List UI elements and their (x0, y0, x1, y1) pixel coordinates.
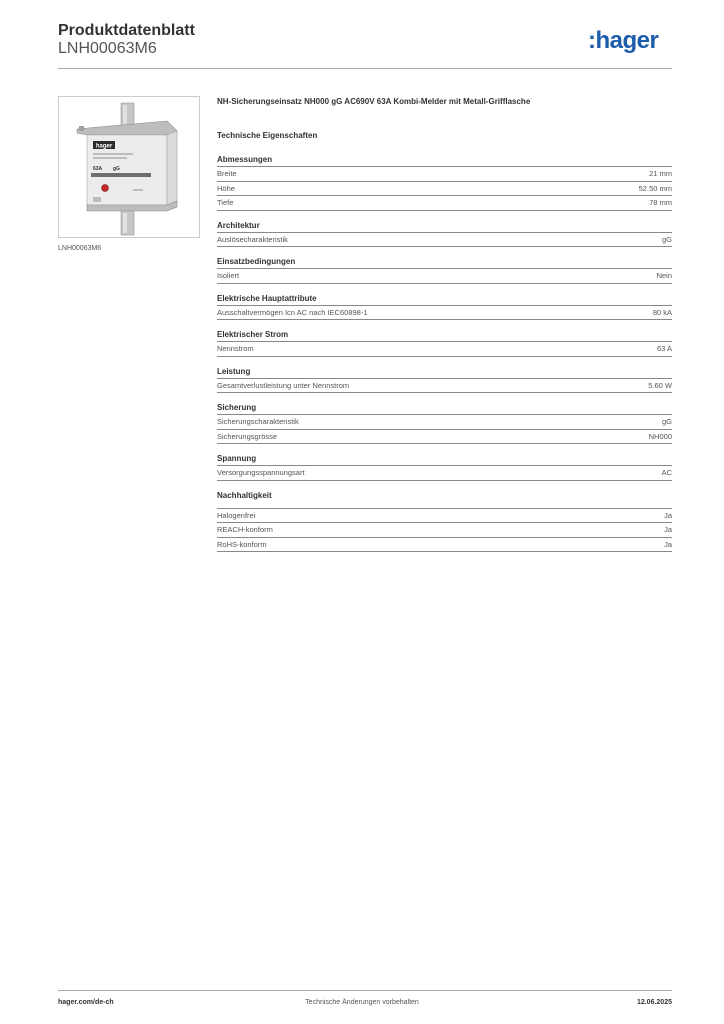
spec-row (217, 196, 672, 211)
spec-row (217, 269, 672, 284)
spec-row (217, 182, 672, 197)
spec-row-label: Sicherungscharakteristik (217, 417, 299, 426)
spec-group (217, 294, 672, 321)
hager-logo[interactable] (588, 27, 672, 55)
spec-row-label: Isoliert (217, 271, 240, 280)
spec-row-label: Auslösecharakteristik (217, 234, 288, 244)
spec-row-value: AC (661, 468, 672, 477)
spec-group-title: Elektrische Hauptattribute (217, 294, 672, 306)
spec-group-title: Nachhaltigkeit (217, 491, 672, 509)
spec-row-value: 21 mm (649, 169, 672, 178)
spec-row-value: 5.60 W (648, 380, 672, 390)
spec-group-title: Elektrischer Strom (217, 330, 672, 342)
fuse-bottom-blade-highlight (123, 213, 127, 233)
fuse-class-text: gG (113, 166, 120, 172)
spec-row-value: gG (661, 417, 672, 426)
spec-group (217, 367, 672, 394)
spec-group-title: Spannung (217, 454, 672, 466)
section-heading: Technische Eigenschaften (217, 131, 318, 140)
spec-group-title: Abmessungen (217, 155, 672, 167)
footer-notice: Technische Änderungen vorbehalten (305, 999, 419, 1006)
spec-content (217, 97, 672, 562)
page-title: Produktdatenblatt (58, 22, 195, 39)
fuse-bottom-blade (121, 211, 134, 235)
spec-row-label: Ausschaltvermögen Icn AC nach IEC60898-1 (217, 307, 368, 317)
spec-row-value: 80 kA (652, 307, 672, 317)
spec-row-value: Ja (664, 525, 672, 534)
fuse-stripe (91, 173, 151, 177)
fuse-body-side (167, 131, 177, 205)
spec-row-label: Versorgungsspannungsart (217, 468, 305, 477)
spec-row-label: Halogenfrei (217, 510, 256, 520)
spec-row (217, 538, 672, 553)
spec-row-value: Ja (664, 539, 672, 549)
fuse-indicator (102, 185, 109, 192)
fuse-label-line-2 (93, 157, 127, 159)
fuse-label-line-1 (93, 153, 133, 155)
spec-row (217, 523, 672, 538)
footer-website-link[interactable]: hager.com/de-ch (58, 999, 114, 1006)
spec-group (217, 155, 672, 211)
spec-row-label: RoHS-konform (217, 539, 267, 549)
spec-row (217, 415, 672, 430)
fuse-illustration (59, 97, 199, 237)
spec-groups (217, 155, 672, 552)
spec-row-label: Breite (217, 169, 237, 178)
spec-row-value: 63 A (656, 344, 672, 353)
spec-group (217, 403, 672, 444)
spec-group-title: Einsatzbedingungen (217, 257, 672, 269)
fuse-screw-left (79, 126, 84, 131)
spec-group-title: Sicherung (217, 403, 672, 415)
spec-row-value: 52.50 mm (638, 183, 672, 193)
spec-group (217, 257, 672, 284)
spec-row-label: Tiefe (217, 198, 234, 207)
header-divider (58, 68, 672, 69)
footer-date: 12.06.2025 (636, 999, 672, 1006)
spec-row (217, 379, 672, 394)
spec-row-value: 78 mm (649, 198, 672, 207)
spec-row-label: Nennstrom (217, 344, 254, 353)
fuse-brand-text: hager (95, 143, 113, 150)
spec-group (217, 221, 672, 248)
spec-row-label: Sicherungsgrösse (217, 431, 278, 441)
spec-row (217, 233, 672, 248)
spec-group-title: Architektur (217, 221, 672, 233)
spec-row-value: NH000 (648, 431, 672, 441)
spec-row (217, 466, 672, 481)
image-caption: LNH00063M6 (58, 245, 102, 252)
fuse-rating-text: 63A (93, 166, 103, 172)
spec-group (217, 491, 672, 553)
fuse-label-line-3 (133, 189, 143, 191)
spec-row (217, 430, 672, 445)
hager-logo-icon (588, 27, 672, 55)
spec-group-title: Leistung (217, 367, 672, 379)
spec-row (217, 509, 672, 524)
product-code: LNH00063M6 (58, 40, 157, 57)
fuse-ce-mark (93, 197, 101, 202)
spec-row (217, 342, 672, 357)
spec-row-label: Gesamtverlustleistung unter Nennstrom (217, 380, 350, 390)
spec-row (217, 167, 672, 182)
spec-row-value: gG (661, 234, 672, 244)
logo-text: :hager (588, 27, 659, 54)
product-title: NH-Sicherungseinsatz NH000 gG AC690V 63A Kombi-Melder mit Metall-Grifflasche (217, 97, 531, 106)
spec-row (217, 306, 672, 321)
footer-divider (58, 990, 672, 991)
spec-row-label: REACH-konform (217, 525, 273, 534)
spec-group (217, 330, 672, 357)
spec-row-value: Nein (656, 271, 672, 280)
spec-row-label: Höhe (217, 183, 235, 193)
product-image (58, 96, 200, 238)
spec-row-value: Ja (664, 510, 672, 520)
spec-group (217, 454, 672, 481)
